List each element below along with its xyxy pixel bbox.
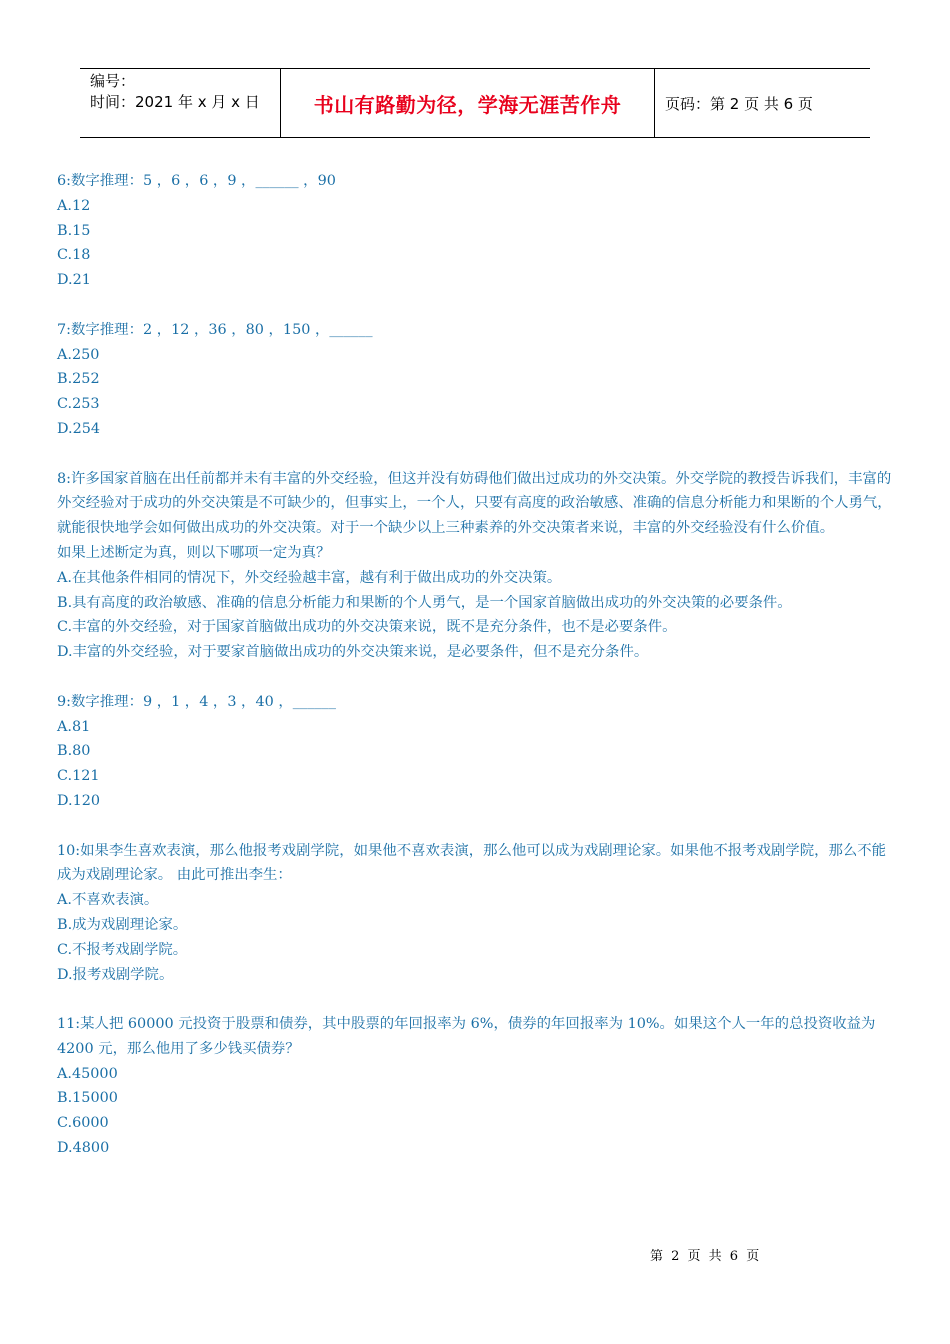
question-8 [57, 467, 895, 665]
document-time-label: 时间：2021 年 x 月 x 日 [90, 93, 260, 111]
option-a: A.81 [57, 718, 91, 735]
question-stem: 11:某人把 60000 元投资于股票和债券，其中股票的年回报率为 6%，债券的年回报率为 10%。如果这个人一年的总投资收益为 4200 元，那么他用了多少钱买债券？ [57, 1016, 880, 1057]
question-9 [57, 690, 895, 814]
option-b: B.15000 [57, 1090, 118, 1107]
option-b: B.成为戏剧理论家。 [57, 916, 188, 933]
option-c: C.6000 [57, 1115, 109, 1132]
option-c: C.121 [57, 768, 100, 785]
page-header [80, 68, 870, 138]
question-prompt: 如果上述断定为真，则以下哪项一定为真？ [57, 544, 331, 561]
document-number-label: 编号： [90, 72, 136, 90]
option-d: D.报考戏剧学院。 [57, 966, 174, 983]
option-a: A.不喜欢表演。 [57, 892, 159, 909]
question-list [57, 169, 895, 1186]
option-d: D.254 [57, 420, 101, 437]
option-d: D.4800 [57, 1140, 110, 1157]
option-c: C.18 [57, 247, 91, 264]
question-stem: 7:数字推理：2 ，12 ，36 ，80 ，150 ，______ [57, 321, 373, 338]
question-11 [57, 1012, 895, 1161]
header-page-label: 页码：第 2 页 共 6 页 [665, 94, 813, 113]
option-b: B.具有高度的政治敏感、准确的信息分析能力和果断的个人勇气，是一个国家首脑做出成功的外交决策的必要条件。 [57, 594, 792, 611]
option-a: A.在其他条件相同的情况下，外交经验越丰富，越有利于做出成功的外交决策。 [57, 569, 562, 586]
question-stem: 8:许多国家首脑在出任前都并未有丰富的外交经验，但这并没有妨碍他们做出过成功的外交决策。外交学院的教授告诉我们，丰富的外交经验对于成功的外交决策是不可缺少的，但事实上，一个人，只要有高度的政治敏感、准确的信息分析能力和果断的个人勇气，就能很快地学会如何做出成功的外交决策。对于一个缺少以上三种素养的外交决策者来说，丰富的外交经验没有什么价值。 [57, 470, 892, 537]
question-stem: 10:如果李生喜欢表演，那么他报考戏剧学院，如果他不喜欢表演，那么他可以成为戏剧理论家。如果他不报考戏剧学院，那么不能成为戏剧理论家。 由此可推出李生： [57, 842, 887, 884]
question-10 [57, 839, 895, 988]
question-stem: 6:数字推理：5 ，6 ，6 ，9 ，______ ，90 [57, 173, 336, 189]
option-d: D.120 [57, 792, 101, 809]
option-a: A.12 [57, 197, 91, 214]
question-stem: 9:数字推理：9 ，1 ，4 ，3 ，40 ，______ [57, 693, 336, 710]
option-c: C.丰富的外交经验，对于国家首脑做出成功的外交决策来说，既不是充分条件，也不是必要条件。 [57, 619, 677, 636]
option-c: C.不报考戏剧学院。 [57, 941, 188, 958]
option-a: A.250 [57, 346, 100, 363]
page-footer: 第 2 页 共 6 页 [650, 1249, 760, 1264]
option-c: C.253 [57, 396, 100, 413]
option-b: B.15 [57, 222, 91, 239]
option-d: D.21 [57, 272, 91, 289]
question-7 [57, 318, 895, 442]
header-motto: 书山有路勤为径，学海无涯苦作舟 [281, 69, 655, 137]
option-b: B.252 [57, 371, 100, 388]
option-b: B.80 [57, 743, 91, 760]
question-6 [57, 169, 895, 293]
header-meta [80, 69, 281, 137]
option-d: D.丰富的外交经验，对于要家首脑做出成功的外交决策来说，是必要条件，但不是充分条件。 [57, 644, 649, 661]
option-a: A.45000 [57, 1065, 118, 1082]
